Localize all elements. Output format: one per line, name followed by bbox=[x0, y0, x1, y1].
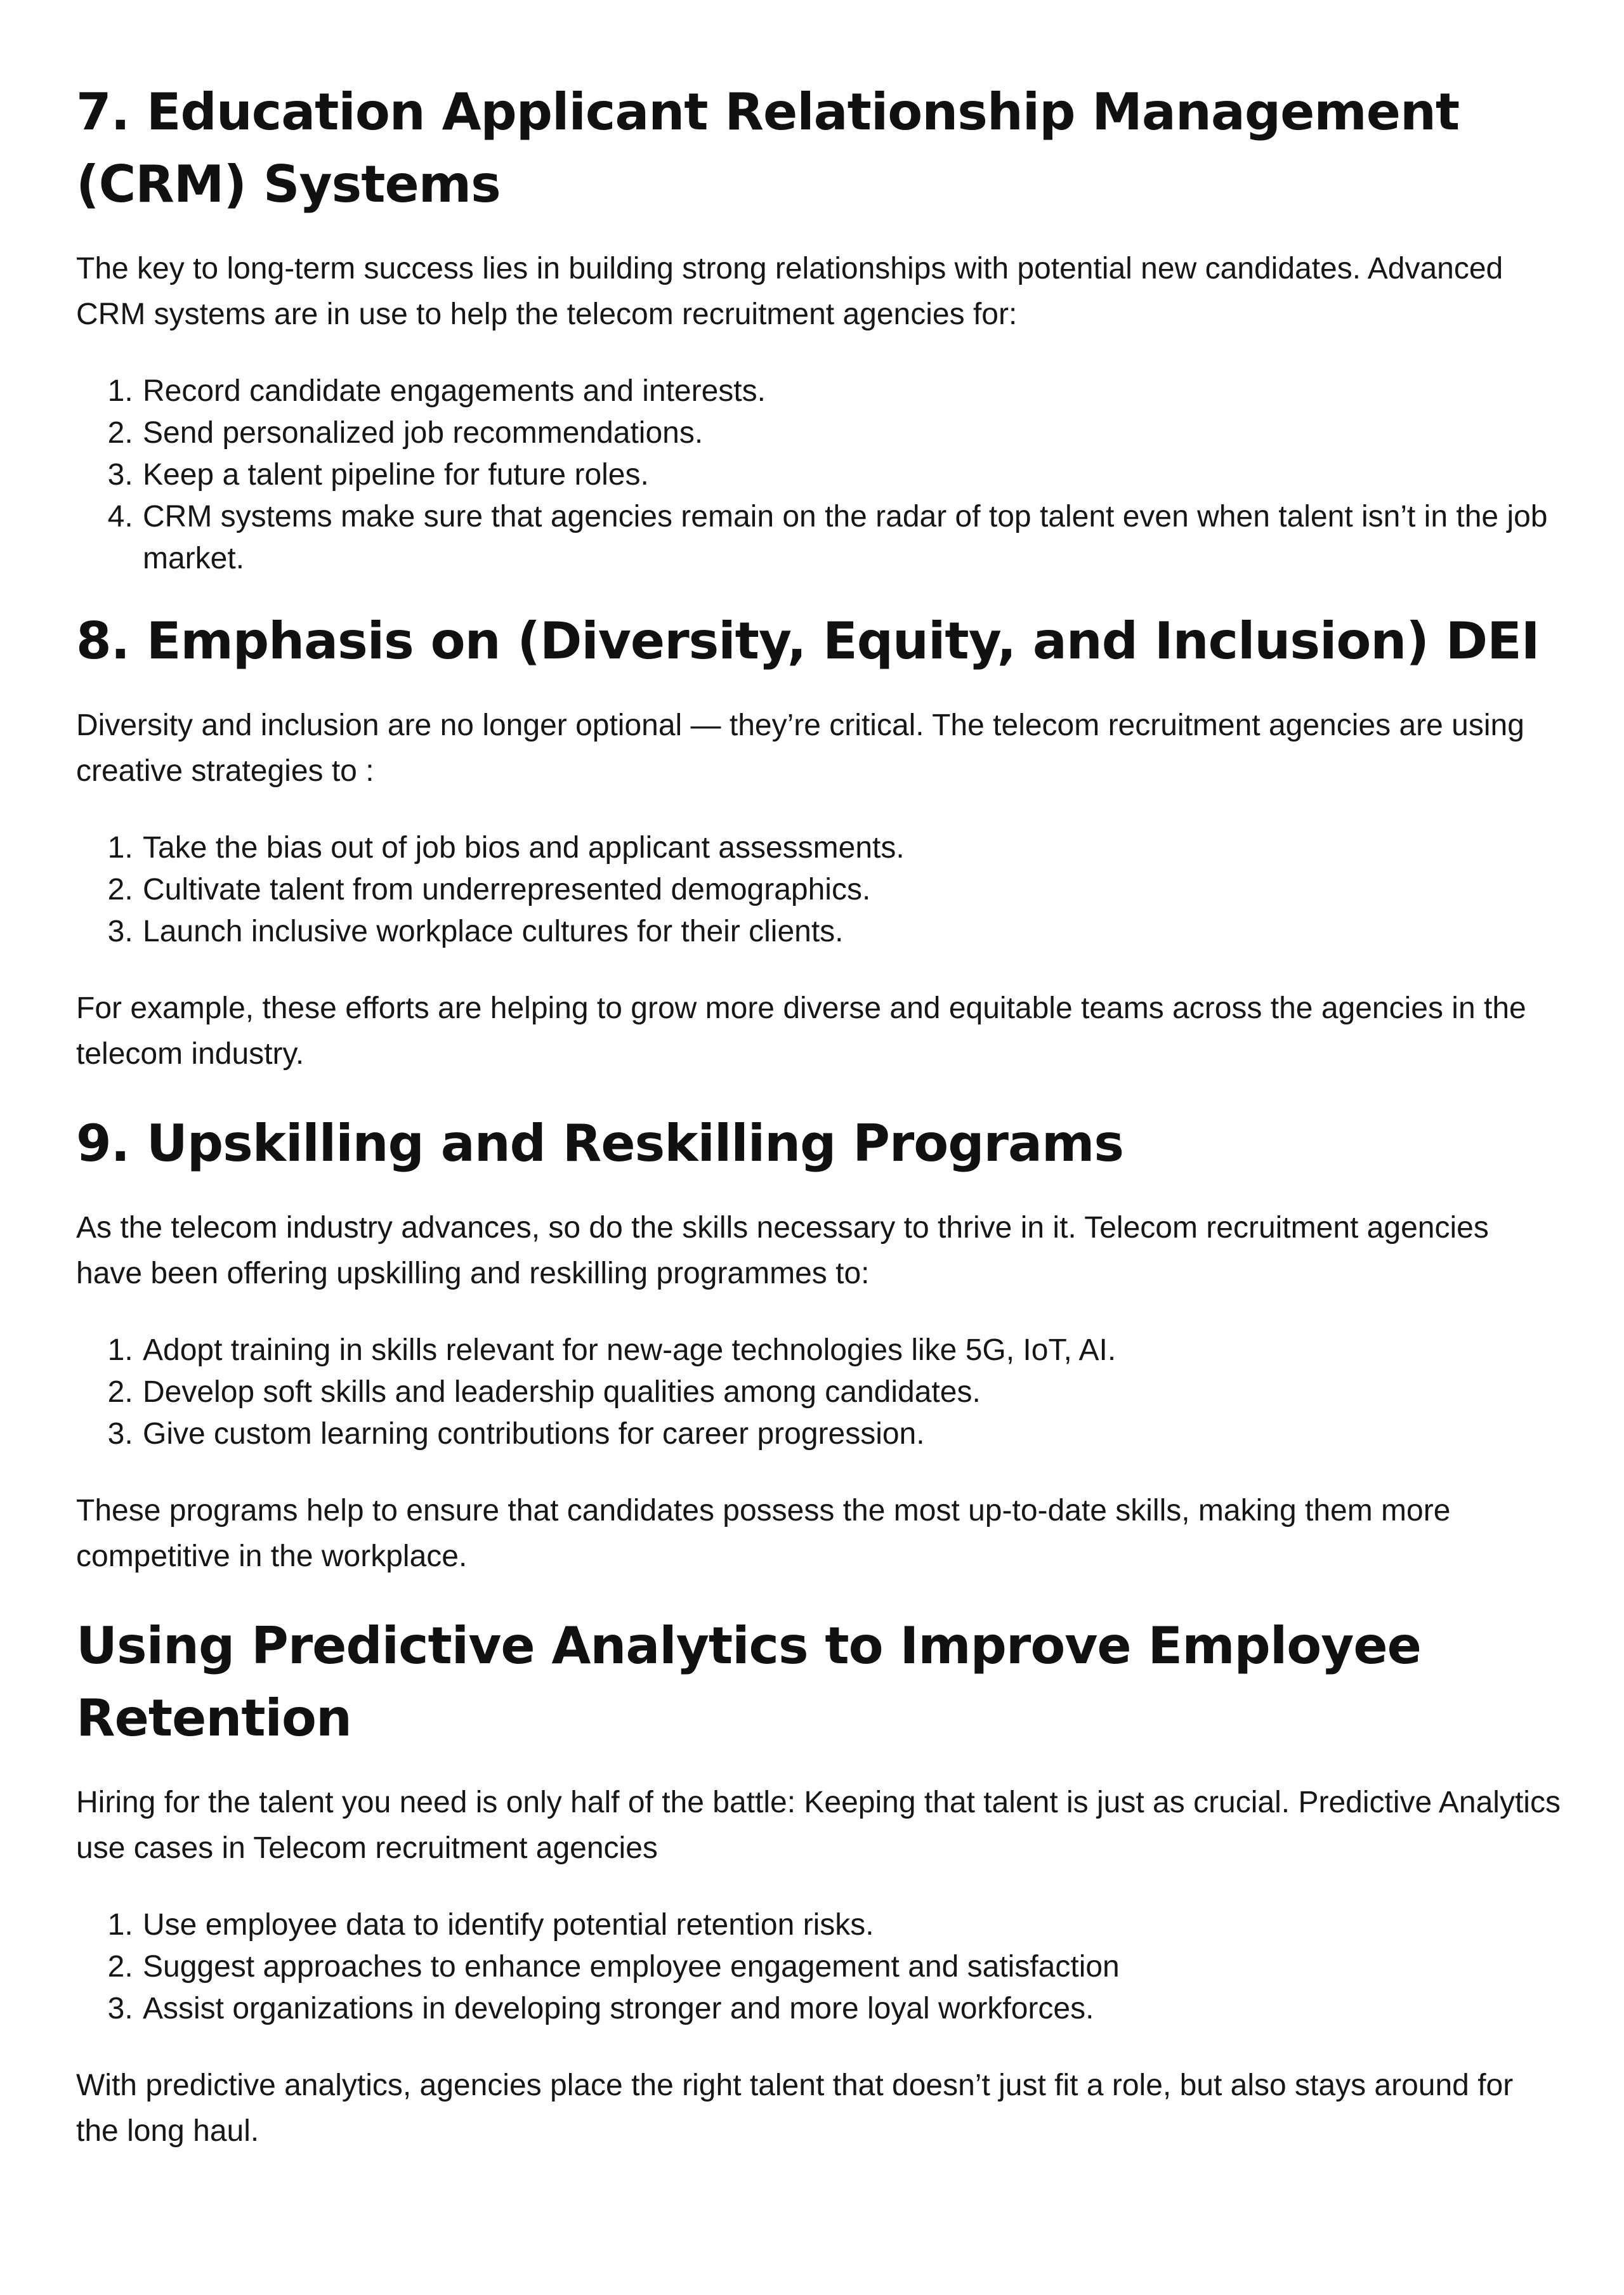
list-item: 1. Adopt training in skills relevant for new-age technologies like 5G, IoT, AI. bbox=[141, 1330, 1561, 1371]
numbered-list bbox=[76, 370, 1561, 580]
numbered-list bbox=[76, 827, 1561, 953]
numbered-list bbox=[76, 1904, 1561, 2030]
list-item: 2. Cultivate talent from underrepresented demographics. bbox=[141, 869, 1561, 911]
list-item: 3. Keep a talent pipeline for future roles. bbox=[141, 454, 1561, 496]
section-outro: With predictive analytics, agencies place the right talent that doesn’t just fit a role, but also stays around for the long haul. bbox=[76, 2069, 1514, 2148]
article-body bbox=[76, 76, 1561, 2154]
section-heading: Using Predictive Analytics to Improve Employee Retention bbox=[76, 1616, 1421, 1748]
list-item: 2. Suggest approaches to enhance employee engagement and satisfaction bbox=[141, 1946, 1561, 1988]
section-heading: 9. Upskilling and Reskilling Programs bbox=[76, 1114, 1123, 1173]
list-item: 1. Record candidate engagements and interests. bbox=[141, 370, 1561, 412]
section-outro: These programs help to ensure that candidates possess the most up-to-date skills, making them more competitive in the workplace. bbox=[76, 1494, 1451, 1573]
section-heading: 7. Education Applicant Relationship Management (CRM) Systems bbox=[76, 82, 1460, 214]
section-intro: As the telecom industry advances, so do the skills necessary to thrive in it. Telecom recruitment agencies have been offering upskilling and reskilling programmes to: bbox=[76, 1211, 1489, 1290]
list-item: 1. Take the bias out of job bios and applicant assessments. bbox=[141, 827, 1561, 869]
section-upskilling bbox=[76, 1108, 1561, 1579]
list-item: 3. Give custom learning contributions for career progression. bbox=[141, 1413, 1561, 1455]
section-predictive-analytics bbox=[76, 1610, 1561, 2154]
list-item: 2. Send personalized job recommendations. bbox=[141, 412, 1561, 454]
list-item: 2. Develop soft skills and leadership qualities among candidates. bbox=[141, 1371, 1561, 1413]
list-item: 3. Launch inclusive workplace cultures for their clients. bbox=[141, 911, 1561, 953]
list-item: 1. Use employee data to identify potential retention risks. bbox=[141, 1904, 1561, 1946]
section-crm-systems bbox=[76, 76, 1561, 580]
section-outro: For example, these efforts are helping to grow more diverse and equitable teams across the agencies in the telecom industry. bbox=[76, 991, 1526, 1071]
section-dei bbox=[76, 605, 1561, 1077]
list-item: 4. CRM systems make sure that agencies remain on the radar of top talent even when talent isn’t in the job market. bbox=[141, 496, 1561, 580]
section-intro: Diversity and inclusion are no longer optional — they’re critical. The telecom recruitment agencies are using creative strategies to : bbox=[76, 709, 1524, 788]
numbered-list bbox=[76, 1330, 1561, 1455]
section-intro: Hiring for the talent you need is only half of the battle: Keeping that talent is just as crucial. Predictive Analytics use cases in Telecom recruitment agencies bbox=[76, 1786, 1561, 1865]
section-heading: 8. Emphasis on (Diversity, Equity, and Inclusion) DEI bbox=[76, 611, 1540, 670]
section-intro: The key to long-term success lies in building strong relationships with potential new candidates. Advanced CRM systems are in use to help the telecom recruitment agencies for: bbox=[76, 252, 1503, 331]
list-item: 3. Assist organizations in developing stronger and more loyal workforces. bbox=[141, 1988, 1561, 2030]
